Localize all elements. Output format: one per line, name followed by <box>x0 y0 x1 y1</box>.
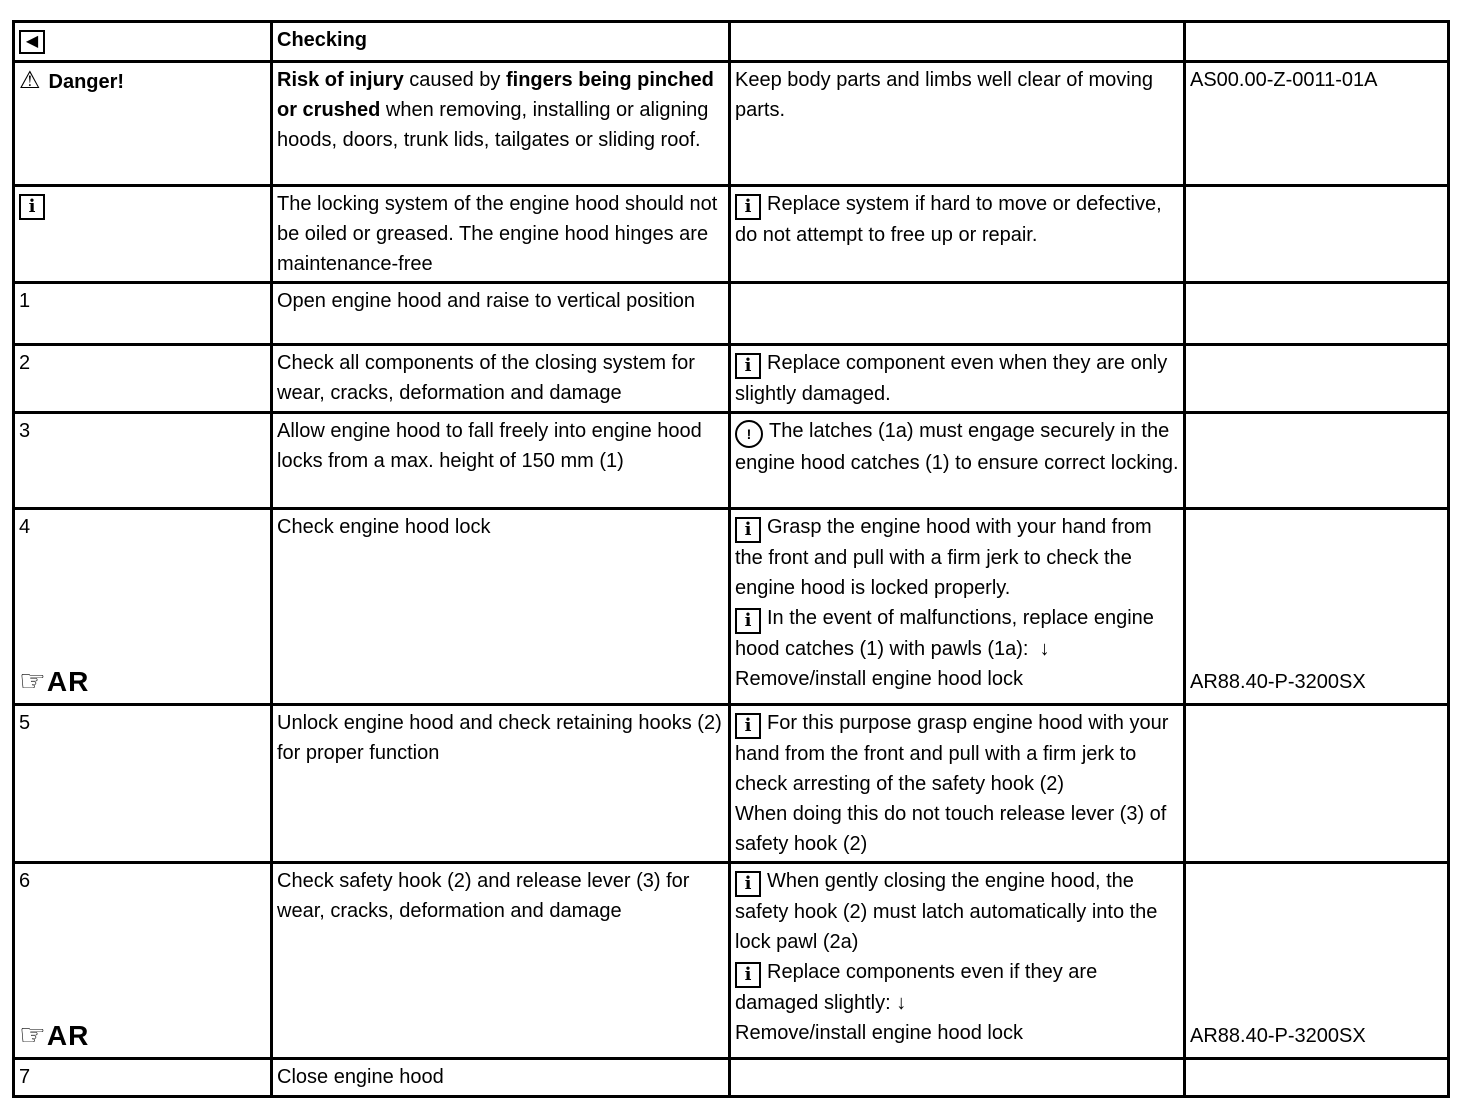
step-action: Allow engine hood to fall freely into engine hood locks from a max. height of 150 mm (1) <box>272 413 730 509</box>
step-info-cell <box>730 863 1185 1059</box>
step-info-cell <box>730 705 1185 863</box>
danger-bold-2: fingers being pinched or crushed <box>277 69 714 121</box>
step-action: Close engine hood <box>272 1059 730 1097</box>
step-number: 1 <box>14 283 272 345</box>
danger-text-2: when removing, installing or aligning hoods, doors, trunk lids, tailgates or sliding roof. <box>277 99 709 151</box>
step-row <box>14 509 1449 705</box>
step-info-cell <box>730 345 1185 413</box>
step-info-1: For this purpose grasp engine hood with your hand from the front and pull with a firm jerk to check arresting of the safety hook (2) <box>735 712 1169 795</box>
step-number-cell <box>14 863 272 1059</box>
note-text: The locking system of the engine hood should not be oiled or greased. The engine hood hinges are maintenance-free <box>272 186 730 283</box>
step-info-2: In the event of malfunctions, replace engine hood catches (1) with pawls (1a): <box>735 607 1154 660</box>
warning-triangle-icon: ⚠ <box>19 66 41 94</box>
step-row <box>14 1059 1449 1097</box>
back-cell <box>14 22 272 62</box>
danger-row <box>14 62 1449 186</box>
step-row <box>14 413 1449 509</box>
step-link[interactable]: Remove/install engine hood lock <box>735 1022 1023 1044</box>
note-info-cell <box>730 186 1185 283</box>
step-ref[interactable]: AR88.40-P-3200SX <box>1190 1025 1366 1047</box>
down-arrow-icon: ↓ <box>896 992 907 1014</box>
step-action: Check all components of the closing system for wear, cracks, deformation and damage <box>272 345 730 413</box>
info-icon: i <box>735 871 761 897</box>
step-info-cell <box>730 509 1185 705</box>
note-info: Replace system if hard to move or defective, do not attempt to free up or repair. <box>735 193 1162 246</box>
ref-cell <box>1185 863 1449 1059</box>
danger-text-1: caused by <box>403 69 506 91</box>
step-action: Check engine hood lock <box>272 509 730 705</box>
empty-cell <box>1185 1059 1449 1097</box>
ref-cell <box>1185 509 1449 705</box>
procedure-table <box>12 20 1450 1098</box>
step-row <box>14 345 1449 413</box>
step-action: Unlock engine hood and check retaining hooks (2) for proper function <box>272 705 730 863</box>
danger-label: Danger! <box>48 71 125 93</box>
step-number: 2 <box>14 345 272 413</box>
step-number: 6 <box>19 870 31 892</box>
step-ref[interactable]: AR88.40-P-3200SX <box>1190 671 1366 693</box>
step-number: 3 <box>14 413 272 509</box>
note-icon-cell <box>14 186 272 283</box>
step-info-1: Grasp the engine hood with your hand from the front and pull with a firm jerk to check the engine hood is locked properly. <box>735 516 1152 599</box>
empty-cell <box>730 1059 1185 1097</box>
step-number-cell <box>14 509 272 705</box>
pointing-hand-icon: ☞ <box>19 665 47 698</box>
info-icon: i <box>735 608 761 634</box>
danger-measure: Keep body parts and limbs well clear of moving parts. <box>730 62 1185 186</box>
step-row <box>14 705 1449 863</box>
step-link[interactable]: Remove/install engine hood lock <box>735 668 1023 690</box>
note-row <box>14 186 1449 283</box>
danger-cell <box>14 62 272 186</box>
step-number: 4 <box>19 516 31 538</box>
info-icon: i <box>735 517 761 543</box>
step-number: 5 <box>14 705 272 863</box>
ar-label: AR <box>46 1020 90 1051</box>
info-icon: i <box>735 713 761 739</box>
step-info-2: Replace components even if they are damaged slightly: <box>735 961 1098 1014</box>
empty-cell <box>1185 413 1449 509</box>
empty-cell <box>1185 345 1449 413</box>
empty-cell <box>1185 22 1449 62</box>
danger-ref[interactable]: AS00.00-Z-0011-01A <box>1185 62 1449 186</box>
empty-cell <box>1185 186 1449 283</box>
ar-reference-marker <box>19 1021 89 1051</box>
back-arrow-icon[interactable]: ◀ <box>19 30 45 54</box>
danger-bold-1: Risk of injury <box>277 69 404 91</box>
step-info: Replace component even when they are only slightly damaged. <box>735 352 1168 405</box>
step-action: Open engine hood and raise to vertical position <box>272 283 730 345</box>
danger-text <box>272 62 730 186</box>
info-icon: i <box>735 194 761 220</box>
step-number: 7 <box>14 1059 272 1097</box>
attention-icon: ! <box>735 420 763 448</box>
info-icon: i <box>19 194 45 220</box>
down-arrow-icon: ↓ <box>1039 638 1050 660</box>
step-action: Check safety hook (2) and release lever (3) for wear, cracks, deformation and damage <box>272 863 730 1059</box>
ar-reference-marker <box>19 667 89 697</box>
empty-cell <box>1185 283 1449 345</box>
step-info-2: When doing this do not touch release lever (3) of safety hook (2) <box>735 803 1167 855</box>
header-row <box>14 22 1449 62</box>
pointing-hand-icon: ☞ <box>19 1019 47 1052</box>
info-icon: i <box>735 353 761 379</box>
step-row <box>14 283 1449 345</box>
ar-label: AR <box>46 666 90 697</box>
step-info-cell <box>730 413 1185 509</box>
empty-cell <box>730 22 1185 62</box>
empty-cell <box>1185 705 1449 863</box>
step-heading: Checking <box>272 22 730 62</box>
empty-cell <box>730 283 1185 345</box>
step-info-1: When gently closing the engine hood, the safety hook (2) must latch automatically into the lock pawl (2a) <box>735 870 1158 953</box>
step-row <box>14 863 1449 1059</box>
step-info: The latches (1a) must engage securely in the engine hood catches (1) to ensure correct locking. <box>735 420 1179 474</box>
info-icon: i <box>735 962 761 988</box>
